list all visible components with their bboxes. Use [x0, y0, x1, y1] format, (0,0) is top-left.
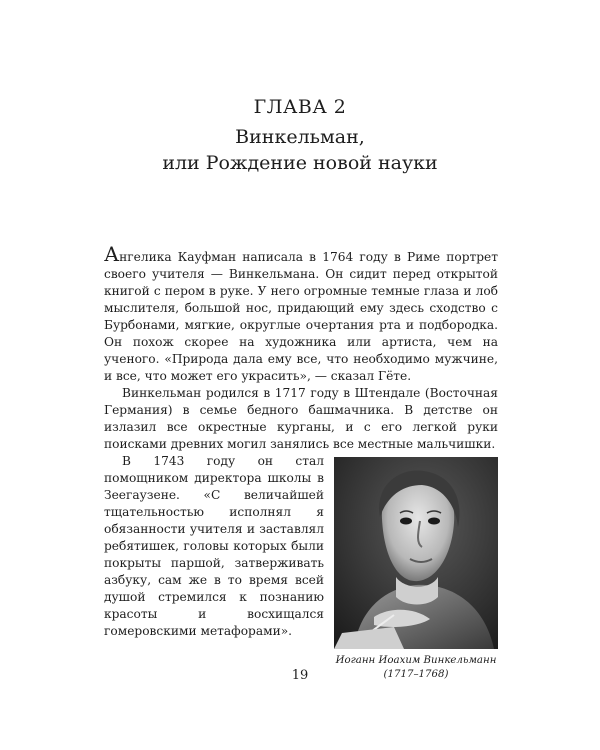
paragraph-2: Винкельман родился в 1717 году в Штендале (Восточная Германия) в семье бедного башмачника. В детстве он излазил все окрестные курганы, и с его легкой руки поисками древних могил занялись все местные мальчишки. [104, 386, 498, 451]
paragraph-3: В 1743 году он стал помощником директора школы в Зеегаузене. «С величайшей тщательностью исполнял я обязанности учителя и заставлял ребятишек, головы которых были покрыты паршой, затверживать азбуку, сам же в то время всей душой стремился к познанию красоты и восхищался гомеровскими метафорами». [104, 454, 324, 638]
caption-years: (1717–1768) [383, 669, 449, 680]
chapter-title [0, 124, 600, 176]
paragraph-1 [104, 242, 498, 385]
drop-cap: А [104, 242, 120, 266]
page-number: 19 [291, 668, 309, 683]
portrait-figure [334, 457, 498, 682]
paragraph-1-text: нгелика Кауфман написала в 1764 году в Риме портрет своего учителя — Винкельмана. Он сидит перед открытой книгой с пером в руке. У него огромные темные глаза и лоб мыслителя, большой нос, придающий ему здесь сходство с Бурбонами, мягкие, округлые очертания рта и подбородка. Он похож скорее на художника или артиста, чем на ученого. «Природа дала ему все, что необходимо мужчине, и все, что может его украсить», — сказал Гёте. [104, 250, 498, 383]
chapter-title-line-2: или Рождение новой науки [162, 152, 438, 174]
chapter-title-line-1: Винкельман, [235, 126, 365, 148]
caption-name: Иоганн Иоахим Винкельманн [335, 655, 497, 666]
portrait-image [334, 457, 498, 649]
body-text [104, 242, 498, 686]
chapter-number: ГЛАВА 2 [253, 96, 347, 118]
